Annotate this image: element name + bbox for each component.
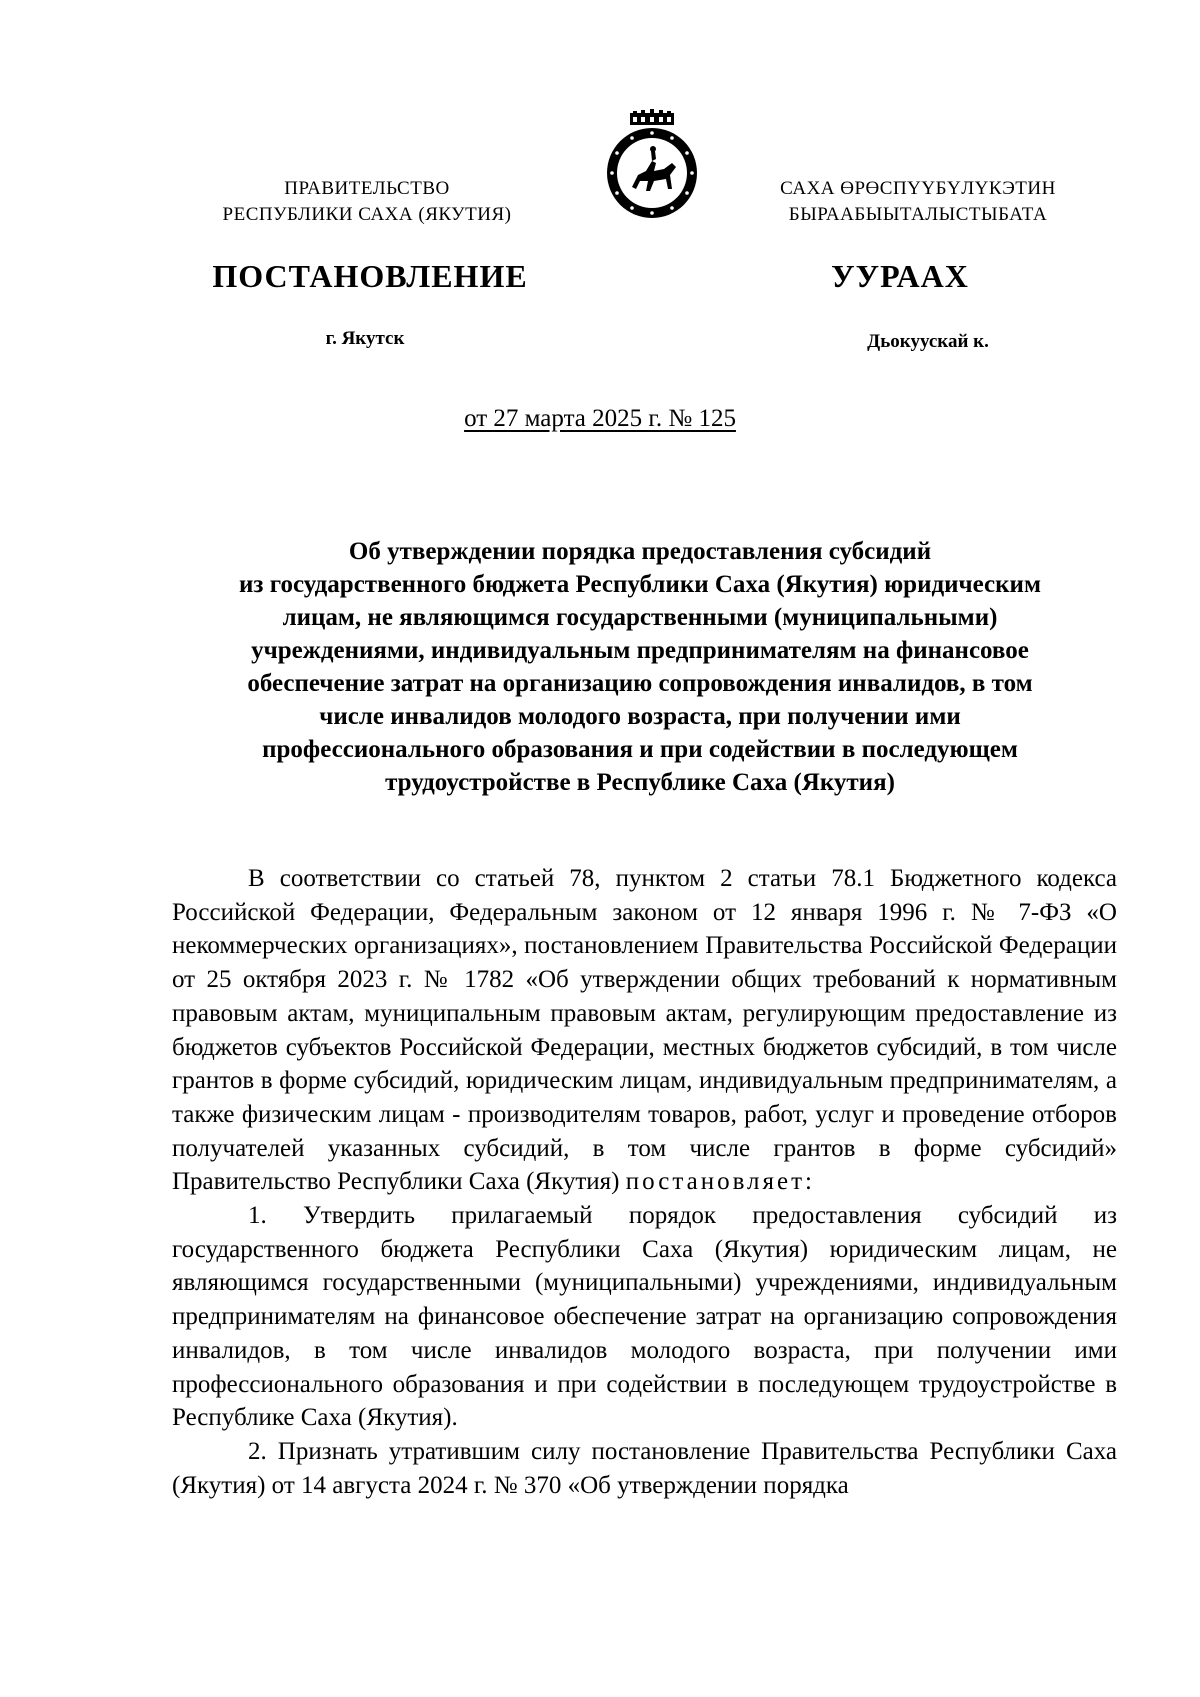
document-date-text: от 27 марта 2025 г. № 125	[464, 405, 736, 432]
subject-line: трудоустройстве в Республике Саха (Якутия)	[385, 769, 895, 796]
subject-line: из государственного бюджета Республики Саха (Якутия) юридическим	[239, 571, 1041, 598]
preamble-paragraph	[172, 862, 1117, 1199]
place-of-issue-sakha: Дьокуускай к.	[867, 331, 989, 352]
preamble-text: В соответствии со статьей 78, пунктом 2 статьи 78.1 Бюджетного кодекса Российской Федерации, Федеральным законом от 12 января 1996 г. № 7-ФЗ «О некоммерческих организациях», постановлением Правительства Российской Федерации от 25 октября 2023 г. № 1782 «Об утверждении общих требований к нормативным правовым актам, муниципальным правовым актам, регулирующим предоставление из бюджетов субъектов Российской Федерации, местных бюджетов субсидий, в том числе грантов в форме субсидий, юридическим лицам, индивидуальным предпринимателям, а также физическим лицам - производителям товаров, работ, услуг и проведение отборов получателей указанных субсидий, в том числе грантов в форме субсидий» Правительство Республики Саха (Якутия)	[172, 865, 1117, 1196]
header-right-line1: САХА ӨРӨСПҮҮБҮЛҮКЭТИН	[780, 178, 1056, 199]
document-subject	[170, 535, 1110, 799]
coat-of-arms-icon	[602, 109, 702, 229]
document-body	[172, 862, 1117, 1502]
subject-line: учреждениями, индивидуальным предпринимателям на финансовое	[251, 637, 1029, 664]
header-left-org	[172, 176, 562, 228]
clause-2-paragraph: 2. Признать утратившим силу постановление Правительства Республики Саха (Якутия) от 14 августа 2024 г. № 370 «Об утверждении порядка	[172, 1437, 1117, 1499]
subject-line: числе инвалидов молодого возраста, при получении ими	[319, 703, 961, 730]
header-left-line1: ПРАВИТЕЛЬСТВО	[284, 178, 450, 199]
subject-line: обеспечение затрат на организацию сопровождения инвалидов, в том	[247, 670, 1033, 697]
header-right-org	[732, 176, 1104, 228]
subject-line: профессионального образования и при содействии в последующем	[262, 736, 1018, 763]
subject-line: лицам, не являющимся государственными (муниципальными)	[282, 604, 998, 631]
subject-line: Об утверждении порядка предоставления субсидий	[348, 538, 932, 565]
resolution-verb: постановляет:	[625, 1168, 815, 1196]
place-of-issue: г. Якутск	[325, 328, 405, 349]
document-date-number	[0, 405, 1200, 433]
clause-1-paragraph: 1. Утвердить прилагаемый порядок предоставления субсидий из государственного бюджета Республики Саха (Якутия) юридическим лицам, не являющимся государственными (муниципальными) учреждениями, индивидуальным предпринимателям на финансовое обеспечение затрат на организацию сопровождения инвалидов, в том числе инвалидов молодого возраста, при получении ими профессионального образования и при содействии в последующем трудоустройстве в Республике Саха (Якутия).	[172, 1202, 1117, 1432]
document-type-title: ПОСТАНОВЛЕНИЕ	[212, 258, 528, 294]
header-right-line2: БЫРААБЫЫТАЛЫСТЫБАТА	[788, 204, 1048, 225]
header-left-line2: РЕСПУБЛИКИ САХА (ЯКУТИЯ)	[222, 204, 512, 225]
document-type-title-sakha: УУРААХ	[831, 258, 969, 294]
